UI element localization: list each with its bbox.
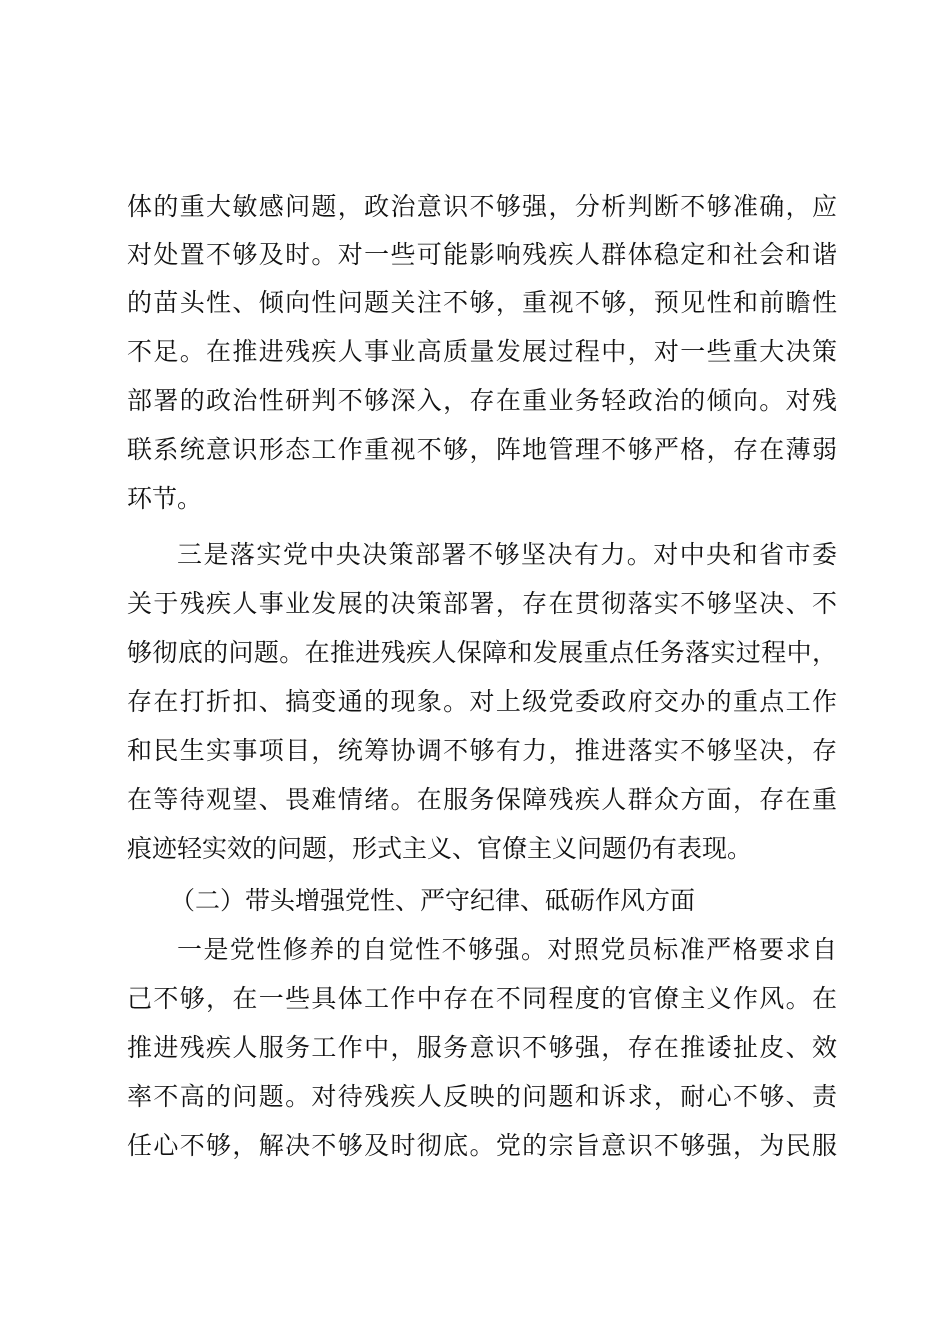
paragraph-1-line-7: 环节。: [127, 484, 203, 513]
paragraph-3-line-2: 己不够，在一些具体工作中存在不同程度的官僚主义作风。在: [127, 984, 837, 1013]
section-heading: （二）带头增强党性、严守纪律、砥砺作风方面: [170, 886, 696, 915]
paragraph-2-line-7: 痕迹轻实效的问题，形式主义、官僚主义问题仍有表现。: [127, 834, 753, 863]
paragraph-3-line-4: 率不高的问题。对待残疾人反映的问题和诉求，耐心不够、责: [127, 1082, 837, 1111]
paragraph-2-line-2: 关于残疾人事业发展的决策部署，存在贯彻落实不够坚决、不: [127, 589, 837, 618]
paragraph-2-line-6: 在等待观望、畏难情绪。在服务保障残疾人群众方面，存在重: [127, 785, 837, 814]
paragraph-2-line-3: 够彻底的问题。在推进残疾人保障和发展重点任务落实过程中，: [127, 638, 837, 667]
paragraph-1-line-2: 对处置不够及时。对一些可能影响残疾人群体稳定和社会和谐: [127, 240, 837, 269]
paragraph-3-line-1: 一是党性修养的自觉性不够强。对照党员标准严格要求自: [177, 935, 837, 964]
paragraph-1-line-6: 联系统意识形态工作重视不够，阵地管理不够严格，存在薄弱: [127, 435, 837, 464]
paragraph-1-line-3: 的苗头性、倾向性问题关注不够，重视不够，预见性和前瞻性: [127, 288, 837, 317]
paragraph-2-line-1: 三是落实党中央决策部署不够坚决有力。对中央和省市委: [177, 540, 837, 569]
paragraph-1-line-5: 部署的政治性研判不够深入，存在重业务轻政治的倾向。对残: [127, 386, 837, 415]
paragraph-3-line-5: 任心不够，解决不够及时彻底。党的宗旨意识不够强，为民服: [127, 1131, 837, 1160]
paragraph-2-line-4: 存在打折扣、搞变通的现象。对上级党委政府交办的重点工作: [127, 687, 837, 716]
paragraph-3-line-3: 推进残疾人服务工作中，服务意识不够强，存在推诿扯皮、效: [127, 1033, 837, 1062]
paragraph-2-line-5: 和民生实事项目，统筹协调不够有力，推进落实不够坚决，存: [127, 736, 837, 765]
paragraph-1-line-1: 体的重大敏感问题，政治意识不够强，分析判断不够准确，应: [127, 192, 837, 221]
paragraph-1-line-4: 不足。在推进残疾人事业高质量发展过程中，对一些重大决策: [127, 337, 837, 366]
